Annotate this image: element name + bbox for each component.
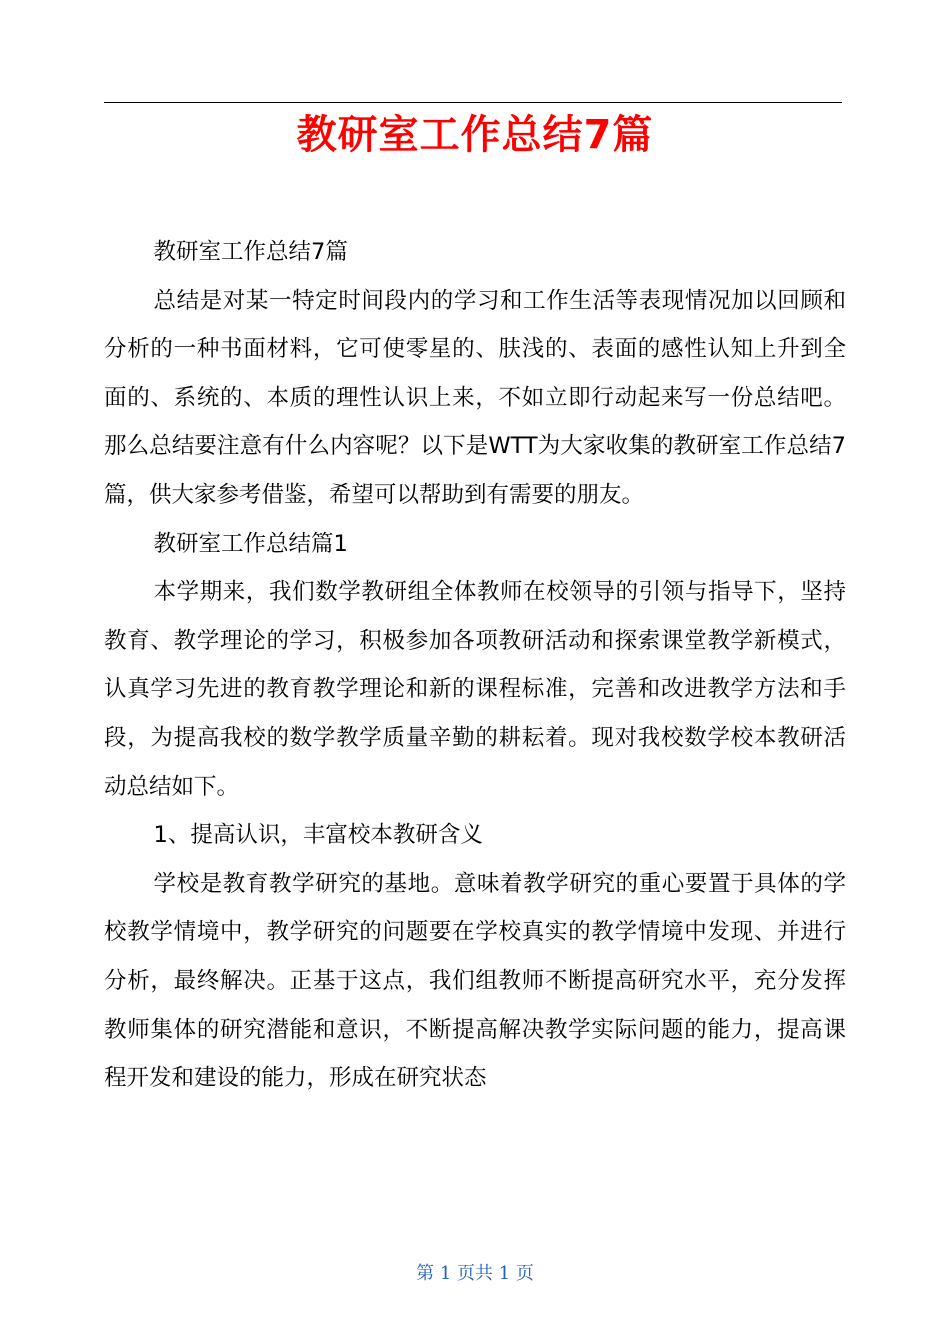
section-heading-part1: 教研室工作总结篇1 [153, 530, 348, 557]
document-title: 教研室工作总结7篇 [296, 112, 654, 158]
header-rule [104, 102, 842, 103]
intro-paragraph: 总结是对某一特定时间段内的学习和工作生活等表现情况加以回顾和分析的一种书面材料，它可使零星的、肤浅的、表面的感性认知上升到全面的、系统的、本质的理性认识上来，不如立即行动起来写一份总结吧。那么总结要注意有什么内容呢？以下是WTT为大家收集的教研室工作总结7篇，供大家参考借鉴，希望可以帮助到有需要的朋友。 [104, 287, 846, 508]
part1-paragraph: 本学期来，我们数学教研组全体教师在校领导的引领与指导下，坚持教育、教学理论的学习，积极参加各项教研活动和探索课堂教学新模式，认真学习先进的教育教学理论和新的课程标准，完善和改进教学方法和手段，为提高我校的数学教学质量辛勤的耕耘着。现对我校数学校本教研活动总结如下。 [104, 579, 846, 800]
page-number-footer: 第 1 页共 1 页 [416, 1263, 534, 1284]
intro-heading: 教研室工作总结7篇 [153, 239, 348, 265]
subsection-1-paragraph: 学校是教育教学研究的基地。意味着教学研究的重心要置于具体的学校教学情境中，教学研究的问题要在学校真实的教学情境中发现、并进行分析，最终解决。正基于这点，我们组教师不断提高研究水平，充分发挥教师集体的研究潜能和意识，不断提高解决教学实际问题的能力，提高课程开发和建设的能力，形成在研究状态 [104, 870, 846, 1092]
subsection-heading-1: 1、提高认识，丰富校本教研含义 [153, 822, 483, 849]
document-body [104, 228, 846, 1103]
